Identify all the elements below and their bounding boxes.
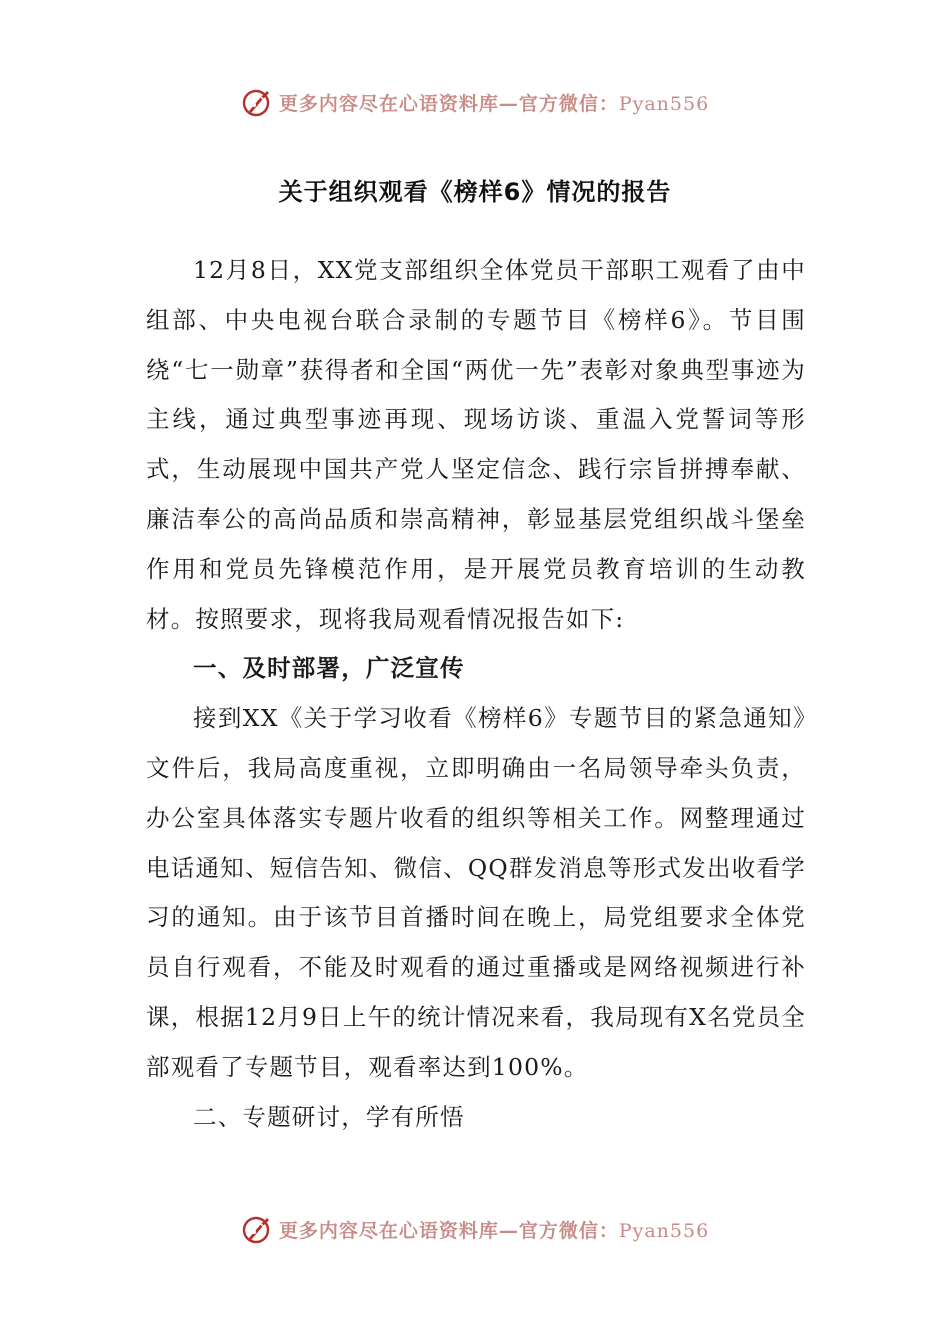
section1-heading: 一、及时部署，广泛宣传 [193, 654, 465, 683]
intro-paragraph: 12月8日，XX党支部组织全体党员干部职工观看了由中组部、中央电视台联合录制的专题节目《榜样6》。节目围绕“七一勋章”获得者和全国“两优一先”表彰对象典型事迹为主线，通过典型事迹再现、现场访谈、重温入党誓词等形式，生动展现中国共产党人坚定信念、践行宗旨拼搏奉献、廉洁奉公的高尚品质和崇高精神，彰显基层党组织战斗堡垒作用和党员先锋模范作用，是开展党员教育培训的生动教材。按照要求，现将我局观看情况报告如下: [146, 256, 806, 633]
banner-text-cn: 更多内容尽在心语资料库—官方微信： [278, 92, 619, 115]
banner-text-cn: 更多内容尽在心语资料库—官方微信： [278, 1219, 619, 1242]
section2-heading: 二、专题研讨，学有所悟 [193, 1102, 465, 1131]
banner-wechat-id: Pyan556 [618, 92, 710, 115]
section1-paragraph: 接到XX《关于学习收看《榜样6》专题节目的紧急通知》文件后，我局高度重视，立即明确由一名局领导牵头负责，办公室具体落实专题片收看的组织等相关工作。网整理通过电话通知、短信告知、微信、QQ群发消息等形式发出收看学习的通知。由于该节目首播时间在晚上，局党组要求全体党员自行观看，不能及时观看的通过重播或是网络视频进行补课，根据12月9日上午的统计情况来看，我局现有X名党员全部观看了专题节目，观看率达到100%。 [146, 704, 806, 1081]
banner-text [279, 89, 709, 116]
banner-wechat-id: Pyan556 [618, 1219, 710, 1242]
pen-nib-logo-icon [241, 85, 275, 119]
header-banner [0, 82, 950, 122]
footer-banner [0, 1209, 950, 1249]
pen-nib-logo-icon [241, 1212, 275, 1246]
document-title: 关于组织观看《榜样6》情况的报告 [278, 178, 672, 206]
banner-text [279, 1216, 709, 1243]
document-body [146, 246, 806, 1142]
